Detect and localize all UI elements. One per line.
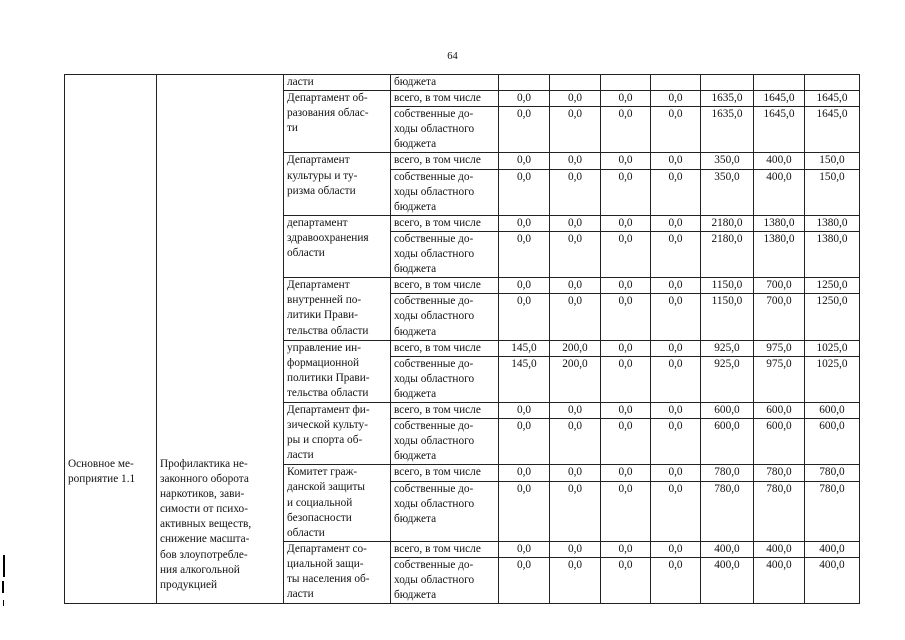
value-cell: 400,0: [701, 557, 754, 603]
department-name-line: Департамент: [287, 279, 350, 292]
funding-type-line: ходы областного: [394, 372, 475, 385]
funding-type-line: бюджета: [394, 512, 437, 525]
value-cell: 0,0: [651, 231, 701, 277]
value-cell: 700,0: [754, 278, 805, 294]
funding-type-own-cell: [391, 419, 499, 465]
value-cell: 0,0: [601, 294, 651, 340]
value-cell: 925,0: [701, 340, 754, 356]
value-cell: 0,0: [550, 107, 601, 153]
department-name-line: Департамент: [287, 154, 350, 167]
funding-type-line: собственные до-: [394, 232, 474, 245]
value-cell: 0,0: [601, 541, 651, 557]
department-name-line: ты населения об-: [287, 573, 370, 585]
value-cell: 975,0: [754, 356, 805, 402]
value-cell: 1025,0: [805, 356, 860, 402]
value-cell: 0,0: [601, 107, 651, 153]
department-name-line: ласти: [287, 449, 314, 462]
value-cell: 0,0: [651, 153, 701, 169]
value-cell: 600,0: [754, 419, 805, 465]
funding-type-line: собственные до-: [394, 420, 474, 433]
value-cell: 0,0: [550, 91, 601, 107]
value-cell: 600,0: [701, 419, 754, 465]
department-name-line: Департамент со-: [287, 542, 367, 555]
value-cell: 0,0: [651, 340, 701, 356]
department-name-line: формационной: [287, 356, 360, 369]
value-cell: 1380,0: [754, 215, 805, 231]
main-measure-line: роприятие 1.1: [68, 473, 136, 486]
funding-type-own-cell: [391, 169, 499, 215]
value-cell: 1250,0: [805, 278, 860, 294]
value-cell: 0,0: [499, 294, 550, 340]
main-measure-line: Основное ме-: [68, 458, 134, 470]
funding-type-total-cell: всего, в том числе: [391, 278, 499, 294]
value-cell: 1150,0: [701, 278, 754, 294]
value-cell: 600,0: [701, 402, 754, 418]
funding-type-line: собственные до-: [394, 295, 474, 308]
funding-type-line: собственные до-: [394, 170, 474, 183]
value-cell: [601, 75, 651, 91]
value-cell: 0,0: [651, 419, 701, 465]
value-cell: 0,0: [601, 215, 651, 231]
funding-type-line: бюджета: [394, 200, 437, 213]
measure-description-line: ния алкогольной: [160, 563, 240, 576]
measure-description-line: Профилактика не-: [160, 458, 248, 470]
department-name-line: ти: [287, 122, 298, 135]
funding-type-line: бюджета: [394, 450, 437, 463]
value-cell: 1635,0: [701, 107, 754, 153]
value-cell: 600,0: [805, 402, 860, 418]
funding-type-line: ходы областного: [394, 185, 475, 198]
funding-type-line: бюджета: [394, 325, 437, 338]
value-cell: 0,0: [651, 107, 701, 153]
value-cell: 780,0: [701, 465, 754, 481]
department-name-line: политики Прави-: [287, 371, 370, 384]
value-cell: 0,0: [499, 231, 550, 277]
value-cell: [701, 75, 754, 91]
value-cell: 0,0: [651, 294, 701, 340]
funding-type-own-cell: [391, 294, 499, 340]
department-name-line: ризма области: [287, 184, 356, 197]
department-name-line: здравоохранения: [287, 231, 369, 244]
value-cell: 2180,0: [701, 231, 754, 277]
value-cell: 0,0: [651, 91, 701, 107]
department-name-line: управление ин-: [287, 341, 361, 354]
value-cell: 350,0: [701, 169, 754, 215]
funding-type-line: бюджета: [394, 387, 437, 400]
funding-type-line: ходы областного: [394, 435, 475, 448]
value-cell: 200,0: [550, 356, 601, 402]
value-cell: 0,0: [550, 294, 601, 340]
department-name-line: зической культу-: [287, 419, 368, 432]
department-name-cell: [284, 340, 391, 402]
value-cell: [651, 75, 701, 91]
value-cell: 0,0: [550, 278, 601, 294]
value-cell: 400,0: [754, 541, 805, 557]
measure-description-line: активных веществ,: [160, 518, 252, 531]
value-cell: 780,0: [805, 465, 860, 481]
value-cell: 0,0: [601, 153, 651, 169]
funding-type-own-cell: [391, 107, 499, 153]
funding-type-total-cell: всего, в том числе: [391, 340, 499, 356]
budget-table: [64, 74, 860, 604]
department-name-line: внутренней по-: [287, 294, 362, 307]
value-cell: 0,0: [550, 481, 601, 541]
value-cell: [805, 75, 860, 91]
funding-type-total-cell: всего, в том числе: [391, 215, 499, 231]
funding-type-line: ходы областного: [394, 123, 475, 136]
value-cell: 1250,0: [805, 294, 860, 340]
value-cell: 0,0: [499, 402, 550, 418]
page-number: 64: [447, 51, 458, 62]
department-name-line: литики Прави-: [287, 309, 358, 322]
value-cell: 0,0: [550, 215, 601, 231]
value-cell: 780,0: [754, 465, 805, 481]
value-cell: 0,0: [601, 91, 651, 107]
measure-description-line: продукцией: [160, 578, 218, 591]
value-cell: 780,0: [805, 481, 860, 541]
value-cell: 350,0: [701, 153, 754, 169]
funding-type-line: ходы областного: [394, 248, 475, 261]
funding-type-cell: бюджета: [391, 75, 499, 91]
department-name-line: департамент: [287, 216, 348, 229]
department-name-cell: [284, 215, 391, 277]
department-name-line: области: [287, 247, 325, 260]
department-name-line: культуры и ту-: [287, 169, 358, 182]
department-name-line: тельства области: [287, 324, 369, 337]
department-name-line: разования облас-: [287, 107, 369, 120]
value-cell: 400,0: [754, 557, 805, 603]
main-measure-cell: [65, 75, 157, 604]
value-cell: 0,0: [651, 465, 701, 481]
funding-type-line: собственные до-: [394, 357, 474, 370]
department-name-line: ры и спорта об-: [287, 434, 363, 447]
value-cell: 600,0: [754, 402, 805, 418]
funding-type-total-cell: всего, в том числе: [391, 402, 499, 418]
value-cell: 400,0: [701, 541, 754, 557]
value-cell: 975,0: [754, 340, 805, 356]
measure-description-cell: [157, 75, 284, 604]
value-cell: 0,0: [550, 419, 601, 465]
value-cell: 780,0: [754, 481, 805, 541]
funding-type-line: бюджета: [394, 589, 437, 602]
value-cell: 0,0: [499, 481, 550, 541]
scan-mark: [3, 600, 4, 606]
department-name-line: Комитет граж-: [287, 466, 358, 479]
value-cell: 0,0: [499, 91, 550, 107]
value-cell: 600,0: [805, 419, 860, 465]
value-cell: 0,0: [651, 557, 701, 603]
measure-description-line: законного оборота: [160, 473, 249, 486]
measure-description-line: бов злоупотребле-: [160, 548, 248, 561]
funding-type-total-cell: всего, в том числе: [391, 541, 499, 557]
value-cell: 0,0: [651, 541, 701, 557]
value-cell: 0,0: [601, 465, 651, 481]
value-cell: 0,0: [499, 541, 550, 557]
value-cell: 0,0: [601, 278, 651, 294]
value-cell: 0,0: [550, 402, 601, 418]
scan-mark: [2, 581, 4, 593]
value-cell: 925,0: [701, 356, 754, 402]
value-cell: 0,0: [499, 153, 550, 169]
funding-type-line: ходы областного: [394, 310, 475, 323]
value-cell: 0,0: [550, 541, 601, 557]
value-cell: 2180,0: [701, 215, 754, 231]
funding-type-total-cell: всего, в том числе: [391, 91, 499, 107]
funding-type-own-cell: [391, 231, 499, 277]
department-name-cell: [284, 541, 391, 603]
scan-mark: [3, 555, 5, 577]
value-cell: 1380,0: [805, 215, 860, 231]
value-cell: 145,0: [499, 340, 550, 356]
funding-type-line: ходы областного: [394, 497, 475, 510]
value-cell: 400,0: [754, 169, 805, 215]
value-cell: 0,0: [651, 402, 701, 418]
value-cell: 0,0: [499, 557, 550, 603]
department-name-cell: [284, 153, 391, 215]
value-cell: 0,0: [550, 465, 601, 481]
value-cell: 400,0: [805, 557, 860, 603]
value-cell: 0,0: [601, 356, 651, 402]
value-cell: 0,0: [499, 465, 550, 481]
value-cell: 0,0: [601, 557, 651, 603]
funding-type-total-cell: всего, в том числе: [391, 465, 499, 481]
funding-type-line: бюджета: [394, 138, 437, 151]
value-cell: 0,0: [651, 481, 701, 541]
funding-type-line: ходы областного: [394, 574, 475, 586]
value-cell: 0,0: [651, 356, 701, 402]
funding-type-total-cell: всего, в том числе: [391, 153, 499, 169]
value-cell: [550, 75, 601, 91]
table-body: [65, 75, 860, 604]
value-cell: 200,0: [550, 340, 601, 356]
value-cell: 1025,0: [805, 340, 860, 356]
department-name-cell: ласти: [284, 75, 391, 91]
value-cell: 1380,0: [805, 231, 860, 277]
value-cell: 1645,0: [805, 107, 860, 153]
value-cell: 400,0: [805, 541, 860, 557]
funding-type-own-cell: [391, 356, 499, 402]
measure-description-line: наркотиков, зави-: [160, 488, 245, 501]
department-name-line: области: [287, 526, 325, 539]
value-cell: 0,0: [601, 481, 651, 541]
department-name-line: Департамент об-: [287, 92, 368, 105]
value-cell: 0,0: [550, 169, 601, 215]
value-cell: 0,0: [499, 215, 550, 231]
value-cell: 1380,0: [754, 231, 805, 277]
department-name-cell: [284, 91, 391, 153]
table-row: [65, 75, 860, 91]
value-cell: 0,0: [651, 169, 701, 215]
value-cell: 150,0: [805, 169, 860, 215]
department-name-cell: [284, 278, 391, 340]
value-cell: 0,0: [499, 169, 550, 215]
value-cell: 150,0: [805, 153, 860, 169]
value-cell: [499, 75, 550, 91]
department-name-line: и социальной: [287, 496, 353, 509]
value-cell: 0,0: [651, 278, 701, 294]
measure-description-line: симости от психо-: [160, 503, 248, 516]
value-cell: 0,0: [499, 107, 550, 153]
department-name-line: ласти: [287, 588, 314, 601]
value-cell: 0,0: [601, 402, 651, 418]
value-cell: 1150,0: [701, 294, 754, 340]
funding-type-line: бюджета: [394, 263, 437, 276]
department-name-cell: [284, 402, 391, 464]
value-cell: 0,0: [550, 557, 601, 603]
funding-type-line: собственные до-: [394, 558, 474, 571]
value-cell: 0,0: [550, 153, 601, 169]
value-cell: 1645,0: [754, 107, 805, 153]
department-name-line: тельства области: [287, 386, 369, 399]
funding-type-own-cell: [391, 557, 499, 603]
value-cell: 400,0: [754, 153, 805, 169]
funding-type-line: собственные до-: [394, 482, 474, 495]
funding-type-own-cell: [391, 481, 499, 541]
department-name-line: циальной защи-: [287, 557, 364, 570]
department-name-line: Департамент фи-: [287, 403, 370, 416]
value-cell: 700,0: [754, 294, 805, 340]
value-cell: 0,0: [601, 169, 651, 215]
value-cell: 780,0: [701, 481, 754, 541]
value-cell: [754, 75, 805, 91]
value-cell: 145,0: [499, 356, 550, 402]
department-name-line: данской защиты: [287, 481, 366, 494]
value-cell: 1645,0: [754, 91, 805, 107]
department-name-line: безопасности: [287, 511, 352, 524]
value-cell: 0,0: [601, 340, 651, 356]
value-cell: 0,0: [601, 231, 651, 277]
funding-type-line: собственные до-: [394, 108, 474, 121]
value-cell: 0,0: [499, 278, 550, 294]
value-cell: 0,0: [499, 419, 550, 465]
value-cell: 0,0: [651, 215, 701, 231]
value-cell: 0,0: [601, 419, 651, 465]
department-name-cell: [284, 465, 391, 541]
value-cell: 1635,0: [701, 91, 754, 107]
measure-description-line: снижение масшта-: [160, 533, 250, 546]
value-cell: 1645,0: [805, 91, 860, 107]
value-cell: 0,0: [550, 231, 601, 277]
